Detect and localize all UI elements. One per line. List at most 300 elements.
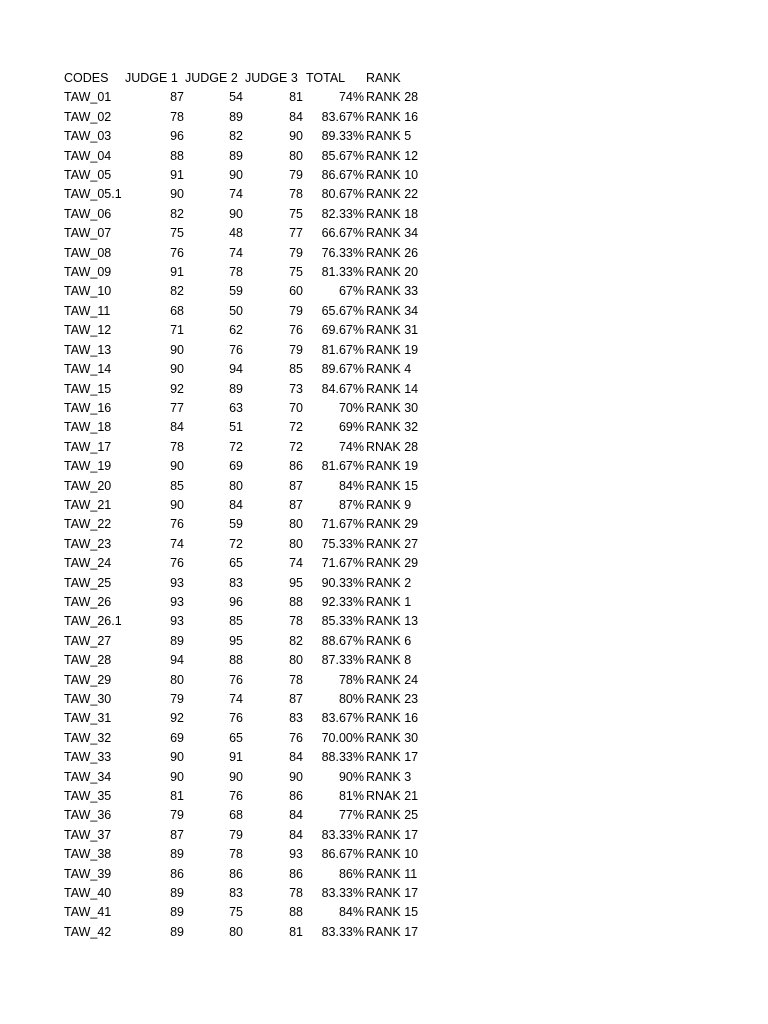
cell-judge-3: 79 [289,303,303,318]
cell-code: TAW_18 [64,420,112,435]
cell-judge-2: 78 [229,847,243,862]
cell-judge-1: 85 [170,478,184,493]
cell-rank: RANK 25 [366,808,419,823]
cell-judge-3: 79 [289,168,303,183]
cell-judge-1: 89 [170,905,184,920]
table-row [64,224,444,243]
cell-judge-3: 86 [289,789,303,804]
cell-rank: RANK 19 [366,342,419,357]
table-row [64,321,444,340]
cell-judge-1: 76 [170,556,184,571]
table-row [64,729,444,748]
cell-judge-2: 76 [229,342,243,357]
cell-code: TAW_31 [64,711,112,726]
table-row [64,147,444,166]
cell-rank: RANK 24 [366,672,419,687]
cell-total: 74% [338,439,364,454]
table-row [64,845,444,864]
cell-code: TAW_05.1 [64,187,122,202]
table-row [64,574,444,593]
cell-judge-2: 88 [229,653,243,668]
cell-judge-3: 86 [289,866,303,881]
cell-total: 76.33% [321,245,364,260]
cell-judge-3: 80 [289,653,303,668]
cell-total: 67% [338,284,364,299]
cell-judge-3: 84 [289,109,303,124]
cell-rank: RANK 12 [366,148,419,163]
cell-judge-2: 75 [229,905,243,920]
cell-judge-1: 87 [170,90,184,105]
cell-rank: RANK 30 [366,400,419,415]
cell-judge-1: 91 [170,265,184,280]
cell-judge-3: 73 [289,381,303,396]
cell-judge-3: 82 [289,633,303,648]
cell-judge-3: 87 [289,497,303,512]
cell-total: 75.33% [321,536,364,551]
cell-rank: RANK 17 [366,886,419,901]
cell-rank: RANK 16 [366,109,419,124]
cell-judge-2: 90 [229,769,243,784]
score-sheet [64,69,444,942]
cell-judge-1: 87 [170,827,184,842]
cell-judge-3: 72 [289,439,303,454]
cell-judge-3: 70 [289,400,303,415]
cell-rank: RANK 34 [366,226,419,241]
cell-judge-1: 84 [170,420,184,435]
cell-judge-2: 90 [229,206,243,221]
cell-total: 83.33% [321,827,364,842]
table-row [64,535,444,554]
cell-rank: RANK 34 [366,303,419,318]
cell-total: 80.67% [321,187,364,202]
cell-total: 69% [338,420,364,435]
cell-code: TAW_26.1 [64,614,122,629]
cell-judge-3: 75 [289,206,303,221]
cell-code: TAW_33 [64,750,112,765]
header-judge-3: JUDGE 3 [245,71,298,85]
cell-judge-1: 90 [170,769,184,784]
cell-rank: RANK 23 [366,692,419,706]
table-row [64,205,444,224]
cell-rank: RANK 16 [366,711,419,726]
cell-judge-1: 90 [170,362,184,377]
cell-judge-3: 84 [289,750,303,765]
cell-total: 70.00% [321,730,364,745]
cell-rank: RANK 17 [366,827,419,842]
table-row [64,166,444,185]
cell-rank: RANK 6 [366,633,412,648]
table-row [64,748,444,767]
cell-total: 81.67% [321,342,364,357]
cell-judge-1: 90 [170,187,184,202]
cell-code: TAW_40 [64,886,112,901]
cell-judge-2: 59 [229,284,243,299]
cell-judge-1: 81 [170,789,184,804]
cell-judge-2: 76 [229,789,243,804]
cell-judge-2: 84 [229,497,243,512]
cell-code: TAW_36 [64,808,112,823]
table-row [64,185,444,204]
cell-judge-3: 78 [289,614,303,629]
cell-judge-3: 78 [289,672,303,687]
cell-rank: RANK 10 [366,168,419,183]
cell-judge-2: 85 [229,614,243,629]
cell-code: TAW_04 [64,148,112,163]
cell-code: TAW_32 [64,730,112,745]
table-row [64,477,444,496]
cell-rank: RANK 14 [366,381,419,396]
cell-judge-1: 74 [170,536,184,551]
table-row [64,593,444,612]
cell-code: TAW_22 [64,517,112,532]
cell-total: 74% [338,90,364,105]
cell-judge-2: 83 [229,886,243,901]
cell-judge-3: 75 [289,265,303,280]
cell-total: 65.67% [321,303,364,318]
cell-rank: RNAK 21 [366,789,419,804]
cell-judge-3: 74 [289,556,303,571]
cell-judge-2: 79 [229,827,243,842]
cell-rank: RANK 17 [366,924,419,939]
cell-code: TAW_27 [64,633,112,648]
cell-judge-1: 82 [170,284,184,299]
cell-code: TAW_12 [64,323,112,338]
cell-judge-2: 65 [229,556,243,571]
table-row [64,438,444,457]
cell-rank: RANK 13 [366,614,419,629]
cell-judge-2: 96 [229,594,243,609]
header-rank: RANK [366,71,401,85]
cell-total: 90.33% [321,575,364,590]
table-row [64,496,444,515]
cell-total: 92.33% [321,594,364,609]
cell-code: TAW_10 [64,284,112,299]
cell-judge-1: 79 [170,692,184,706]
cell-rank: RANK 17 [366,750,419,765]
cell-rank: RANK 27 [366,536,419,551]
table-row [64,923,444,942]
cell-total: 84% [338,478,364,493]
cell-judge-3: 88 [289,905,303,920]
cell-code: TAW_11 [64,303,111,318]
cell-judge-3: 80 [289,148,303,163]
header-codes: CODES [64,71,109,85]
cell-rank: RANK 30 [366,730,419,745]
cell-code: TAW_16 [64,400,112,415]
cell-judge-3: 95 [289,575,303,590]
table-row [64,263,444,282]
cell-total: 85.67% [321,148,364,163]
cell-judge-1: 76 [170,517,184,532]
cell-judge-2: 80 [229,478,243,493]
cell-code: TAW_21 [64,497,112,512]
cell-judge-2: 90 [229,168,243,183]
table-row [64,282,444,301]
cell-judge-2: 72 [229,536,243,551]
cell-judge-2: 82 [229,129,243,144]
cell-judge-3: 78 [289,187,303,202]
cell-judge-1: 90 [170,750,184,765]
cell-judge-2: 68 [229,808,243,823]
cell-judge-1: 89 [170,633,184,648]
cell-judge-3: 81 [289,90,303,105]
cell-rank: RANK 18 [366,206,419,221]
cell-code: TAW_37 [64,827,112,842]
cell-judge-3: 72 [289,420,303,435]
cell-rank: RANK 28 [366,90,419,105]
cell-total: 84% [338,905,364,920]
cell-judge-2: 86 [229,866,243,881]
table-row [64,418,444,437]
cell-total: 81.67% [321,459,364,474]
cell-judge-1: 92 [170,381,184,396]
cell-judge-2: 48 [229,226,243,241]
cell-judge-3: 86 [289,459,303,474]
table-row [64,457,444,476]
header-total: TOTAL [306,71,346,85]
table-row [64,360,444,379]
cell-rank: RANK 33 [366,284,419,299]
table-row [64,884,444,903]
cell-judge-2: 62 [229,323,243,338]
table-row [64,554,444,573]
cell-judge-3: 90 [289,769,303,784]
cell-rank: RANK 1 [366,594,412,609]
cell-judge-1: 79 [170,808,184,823]
cell-judge-3: 80 [289,517,303,532]
cell-judge-2: 74 [229,692,243,706]
cell-judge-3: 81 [289,924,303,939]
cell-total: 83.67% [321,109,364,124]
cell-code: TAW_17 [64,439,112,454]
cell-total: 82.33% [321,206,364,221]
cell-total: 69.67% [321,323,364,338]
cell-judge-3: 78 [289,886,303,901]
table-row [64,632,444,651]
cell-total: 89.33% [321,129,364,144]
cell-judge-2: 72 [229,439,243,454]
cell-rank: RANK 29 [366,517,419,532]
cell-total: 87.33% [321,653,364,668]
table-row [64,127,444,146]
table-row [64,768,444,787]
cell-total: 85.33% [321,614,364,629]
cell-total: 78% [338,672,364,687]
cell-rank: RANK 31 [366,323,419,338]
cell-judge-3: 90 [289,129,303,144]
cell-code: TAW_39 [64,866,112,881]
cell-rank: RANK 5 [366,129,412,144]
cell-judge-3: 60 [289,284,303,299]
table-row [64,399,444,418]
cell-judge-3: 93 [289,847,303,862]
cell-judge-2: 69 [229,459,243,474]
cell-judge-3: 84 [289,827,303,842]
cell-total: 86% [338,866,364,881]
table-row [64,826,444,845]
cell-total: 88.67% [321,633,364,648]
cell-total: 81% [338,789,364,804]
cell-judge-1: 89 [170,924,184,939]
cell-total: 90% [338,769,364,784]
table-row [64,88,444,107]
cell-total: 81.33% [321,265,364,280]
table-row [64,515,444,534]
cell-judge-1: 82 [170,206,184,221]
cell-judge-2: 74 [229,187,243,202]
cell-judge-3: 87 [289,478,303,493]
cell-judge-2: 89 [229,381,243,396]
cell-judge-1: 96 [170,129,184,144]
cell-total: 66.67% [321,226,364,241]
cell-judge-1: 88 [170,148,184,163]
cell-judge-2: 76 [229,672,243,687]
cell-code: TAW_08 [64,245,112,260]
cell-code: TAW_02 [64,109,112,124]
cell-code: TAW_30 [64,692,112,706]
cell-judge-2: 83 [229,575,243,590]
cell-code: TAW_13 [64,342,112,357]
cell-code: TAW_29 [64,672,112,687]
table-body [64,88,444,942]
cell-total: 88.33% [321,750,364,765]
table-row [64,380,444,399]
cell-judge-2: 95 [229,633,243,648]
cell-judge-1: 89 [170,847,184,862]
cell-judge-1: 93 [170,594,184,609]
cell-total: 71.67% [321,556,364,571]
cell-judge-1: 69 [170,730,184,745]
cell-code: TAW_35 [64,789,112,804]
cell-judge-3: 85 [289,362,303,377]
cell-rank: RANK 4 [366,362,412,377]
cell-judge-3: 77 [289,226,303,241]
table-row [64,341,444,360]
table-row [64,865,444,884]
cell-rank: RANK 8 [366,653,412,668]
cell-total: 70% [338,400,364,415]
cell-total: 83.33% [321,886,364,901]
cell-code: TAW_05 [64,168,112,183]
cell-judge-1: 86 [170,866,184,881]
cell-judge-1: 78 [170,109,184,124]
cell-total: 80% [338,692,364,706]
cell-rank: RANK 26 [366,245,419,260]
cell-judge-1: 90 [170,497,184,512]
cell-judge-2: 65 [229,730,243,745]
cell-judge-1: 80 [170,672,184,687]
cell-code: TAW_42 [64,924,112,939]
cell-code: TAW_14 [64,362,112,377]
cell-total: 77% [338,808,364,823]
cell-judge-1: 78 [170,439,184,454]
cell-total: 89.67% [321,362,364,377]
cell-code: TAW_07 [64,226,112,241]
cell-code: TAW_34 [64,769,112,784]
cell-judge-1: 77 [170,400,184,415]
cell-judge-3: 76 [289,730,303,745]
cell-judge-2: 91 [229,750,243,765]
cell-code: TAW_23 [64,536,112,551]
cell-judge-1: 89 [170,886,184,901]
cell-judge-3: 84 [289,808,303,823]
cell-judge-3: 88 [289,594,303,609]
cell-code: TAW_26 [64,594,112,609]
cell-judge-3: 76 [289,323,303,338]
cell-rank: RANK 19 [366,459,419,474]
cell-total: 83.67% [321,711,364,726]
cell-judge-1: 90 [170,342,184,357]
cell-rank: RANK 2 [366,575,412,590]
cell-code: TAW_06 [64,206,112,221]
cell-total: 71.67% [321,517,364,532]
cell-judge-2: 89 [229,148,243,163]
cell-total: 84.67% [321,381,364,396]
table-row [64,903,444,922]
cell-total: 86.67% [321,847,364,862]
header-judge-2: JUDGE 2 [185,71,238,85]
cell-code: TAW_19 [64,459,112,474]
cell-judge-1: 71 [170,323,184,338]
cell-judge-2: 63 [229,400,243,415]
cell-rank: RANK 20 [366,265,419,280]
cell-judge-1: 93 [170,614,184,629]
cell-judge-2: 59 [229,517,243,532]
cell-code: TAW_41 [64,905,112,920]
cell-code: TAW_15 [64,381,112,396]
cell-judge-1: 76 [170,245,184,260]
cell-rank: RANK 3 [366,769,412,784]
cell-judge-2: 78 [229,265,243,280]
cell-judge-3: 79 [289,342,303,357]
cell-rank: RANK 9 [366,497,412,512]
cell-judge-2: 51 [229,420,243,435]
cell-judge-2: 50 [229,303,243,318]
cell-rank: RANK 22 [366,187,419,202]
cell-rank: RANK 15 [366,478,419,493]
cell-code: TAW_24 [64,556,112,571]
cell-judge-3: 80 [289,536,303,551]
cell-judge-2: 76 [229,711,243,726]
cell-judge-1: 93 [170,575,184,590]
cell-rank: RANK 15 [366,905,419,920]
cell-code: TAW_28 [64,653,112,668]
cell-rank: RANK 11 [366,866,418,881]
table-row [64,108,444,127]
table-row [64,671,444,690]
cell-total: 86.67% [321,168,364,183]
cell-judge-2: 89 [229,109,243,124]
cell-judge-2: 54 [229,90,243,105]
table-row [64,806,444,825]
cell-rank: RANK 10 [366,847,419,862]
cell-judge-1: 75 [170,226,184,241]
cell-judge-1: 91 [170,168,184,183]
cell-judge-3: 87 [289,692,303,706]
cell-judge-2: 74 [229,245,243,260]
cell-rank: RANK 29 [366,556,419,571]
cell-judge-1: 94 [170,653,184,668]
cell-total: 83.33% [321,924,364,939]
cell-judge-1: 92 [170,711,184,726]
cell-judge-3: 79 [289,245,303,260]
table-row [64,787,444,806]
table-row [64,612,444,631]
cell-judge-1: 68 [170,303,184,318]
cell-judge-2: 94 [229,362,243,377]
cell-rank: RANK 32 [366,420,419,435]
cell-rank: RNAK 28 [366,439,419,454]
